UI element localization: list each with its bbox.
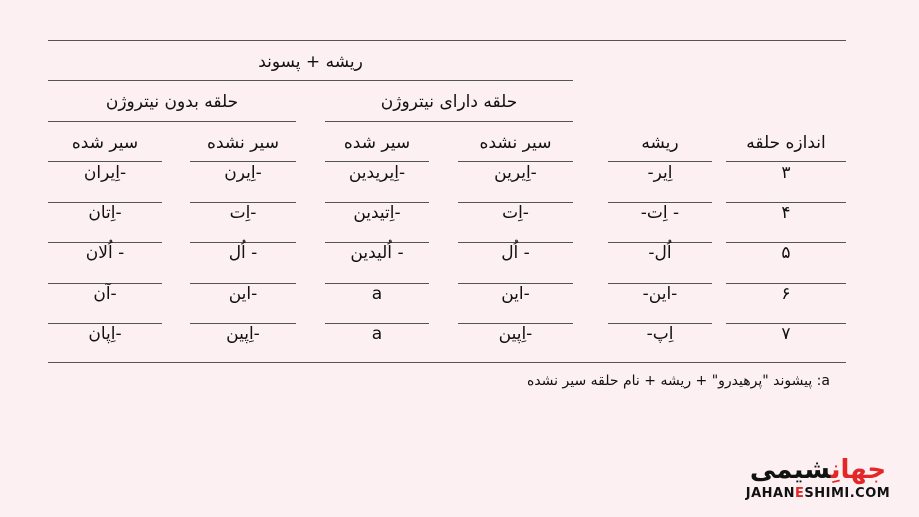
table-cell-ring-size: ۷ <box>781 324 791 344</box>
table-cell-with-n-unsaturated: -اِت <box>502 203 529 223</box>
table-cell-ring-size: ۴ <box>781 203 791 223</box>
table-cell-with-n-unsaturated: -اِپین <box>498 324 533 344</box>
footnote-key: a <box>821 373 830 389</box>
table-cell-without-n-unsaturated: -این <box>228 284 258 304</box>
table-cell-ring-size: ۳ <box>781 163 791 183</box>
table-cell-without-n-unsaturated: -اِیرن <box>224 163 262 183</box>
table-cell-root: اِیر- <box>647 163 673 183</box>
table-cell-with-n-saturated: -اِیریدین <box>348 163 406 183</box>
super-header: ریشه + پسوند <box>258 52 363 72</box>
group-rule-without-n <box>48 121 296 122</box>
table-cell-with-n-unsaturated: - اُل <box>501 243 530 263</box>
table-cell-ring-size: ۶ <box>781 284 791 304</box>
group-header-with-nitrogen: حلقه دارای نیتروژن <box>380 92 518 112</box>
table-cell-without-n-unsaturated: - اُل <box>228 243 258 263</box>
table-cell-with-n-unsaturated: -اِیرین <box>494 163 537 183</box>
table-cell-ring-size: ۵ <box>781 243 791 263</box>
table-cell-without-n-unsaturated: -اِت <box>229 203 257 223</box>
col-header-root: ریشه <box>641 133 679 153</box>
table-cell-without-n-saturated: -اِتان <box>88 203 122 223</box>
table-cell-without-n-unsaturated: -اِپین <box>226 324 260 344</box>
col-header-with-n-saturated: سیر شده <box>343 133 411 153</box>
group-header-without-nitrogen: حلقه بدون نیتروژن <box>105 92 239 112</box>
table-cell-with-n-unsaturated: -این <box>501 284 530 304</box>
col-header-ring-size: اندازه حلقه <box>746 133 826 153</box>
table-cell-without-n-saturated: -اِیران <box>83 163 127 183</box>
group-rule-with-n <box>325 121 573 122</box>
table-cell-without-n-saturated: -اِپان <box>88 324 122 344</box>
table-cell-root: اِپ- <box>646 324 674 344</box>
footnote-text: : پیشوند "پرهیدرو" + ریشه + نام حلقه سیر نشده <box>527 373 822 389</box>
table-cell-root: اُل- <box>648 243 672 263</box>
table-cell-root: - اِت- <box>640 203 680 223</box>
table-cell-without-n-saturated: - اُلان <box>85 243 125 263</box>
super-header-rule <box>48 80 573 81</box>
brand-logo <box>738 455 898 507</box>
table-cell-root: -این- <box>642 284 678 304</box>
footnote <box>460 370 830 392</box>
col-header-without-n-unsaturated: سیر نشده <box>207 133 279 153</box>
table-cell-with-n-saturated: -اِتیدین <box>353 203 401 223</box>
table-cell-with-n-saturated: a <box>371 324 383 344</box>
table-cell-with-n-saturated: a <box>371 284 383 304</box>
col-header-without-n-saturated: سیر شده <box>71 133 139 153</box>
logo-url: JAHANESHIMI.COM <box>745 486 891 501</box>
col-header-with-n-unsaturated: سیر نشده <box>479 133 552 153</box>
logo-wordmark: جهانِشیمی <box>749 455 887 485</box>
table-top-rule <box>48 40 846 41</box>
table-bottom-rule <box>48 362 846 363</box>
table-cell-with-n-saturated: - اُلیدین <box>350 243 404 263</box>
table-cell-without-n-saturated: -آن <box>93 284 117 304</box>
